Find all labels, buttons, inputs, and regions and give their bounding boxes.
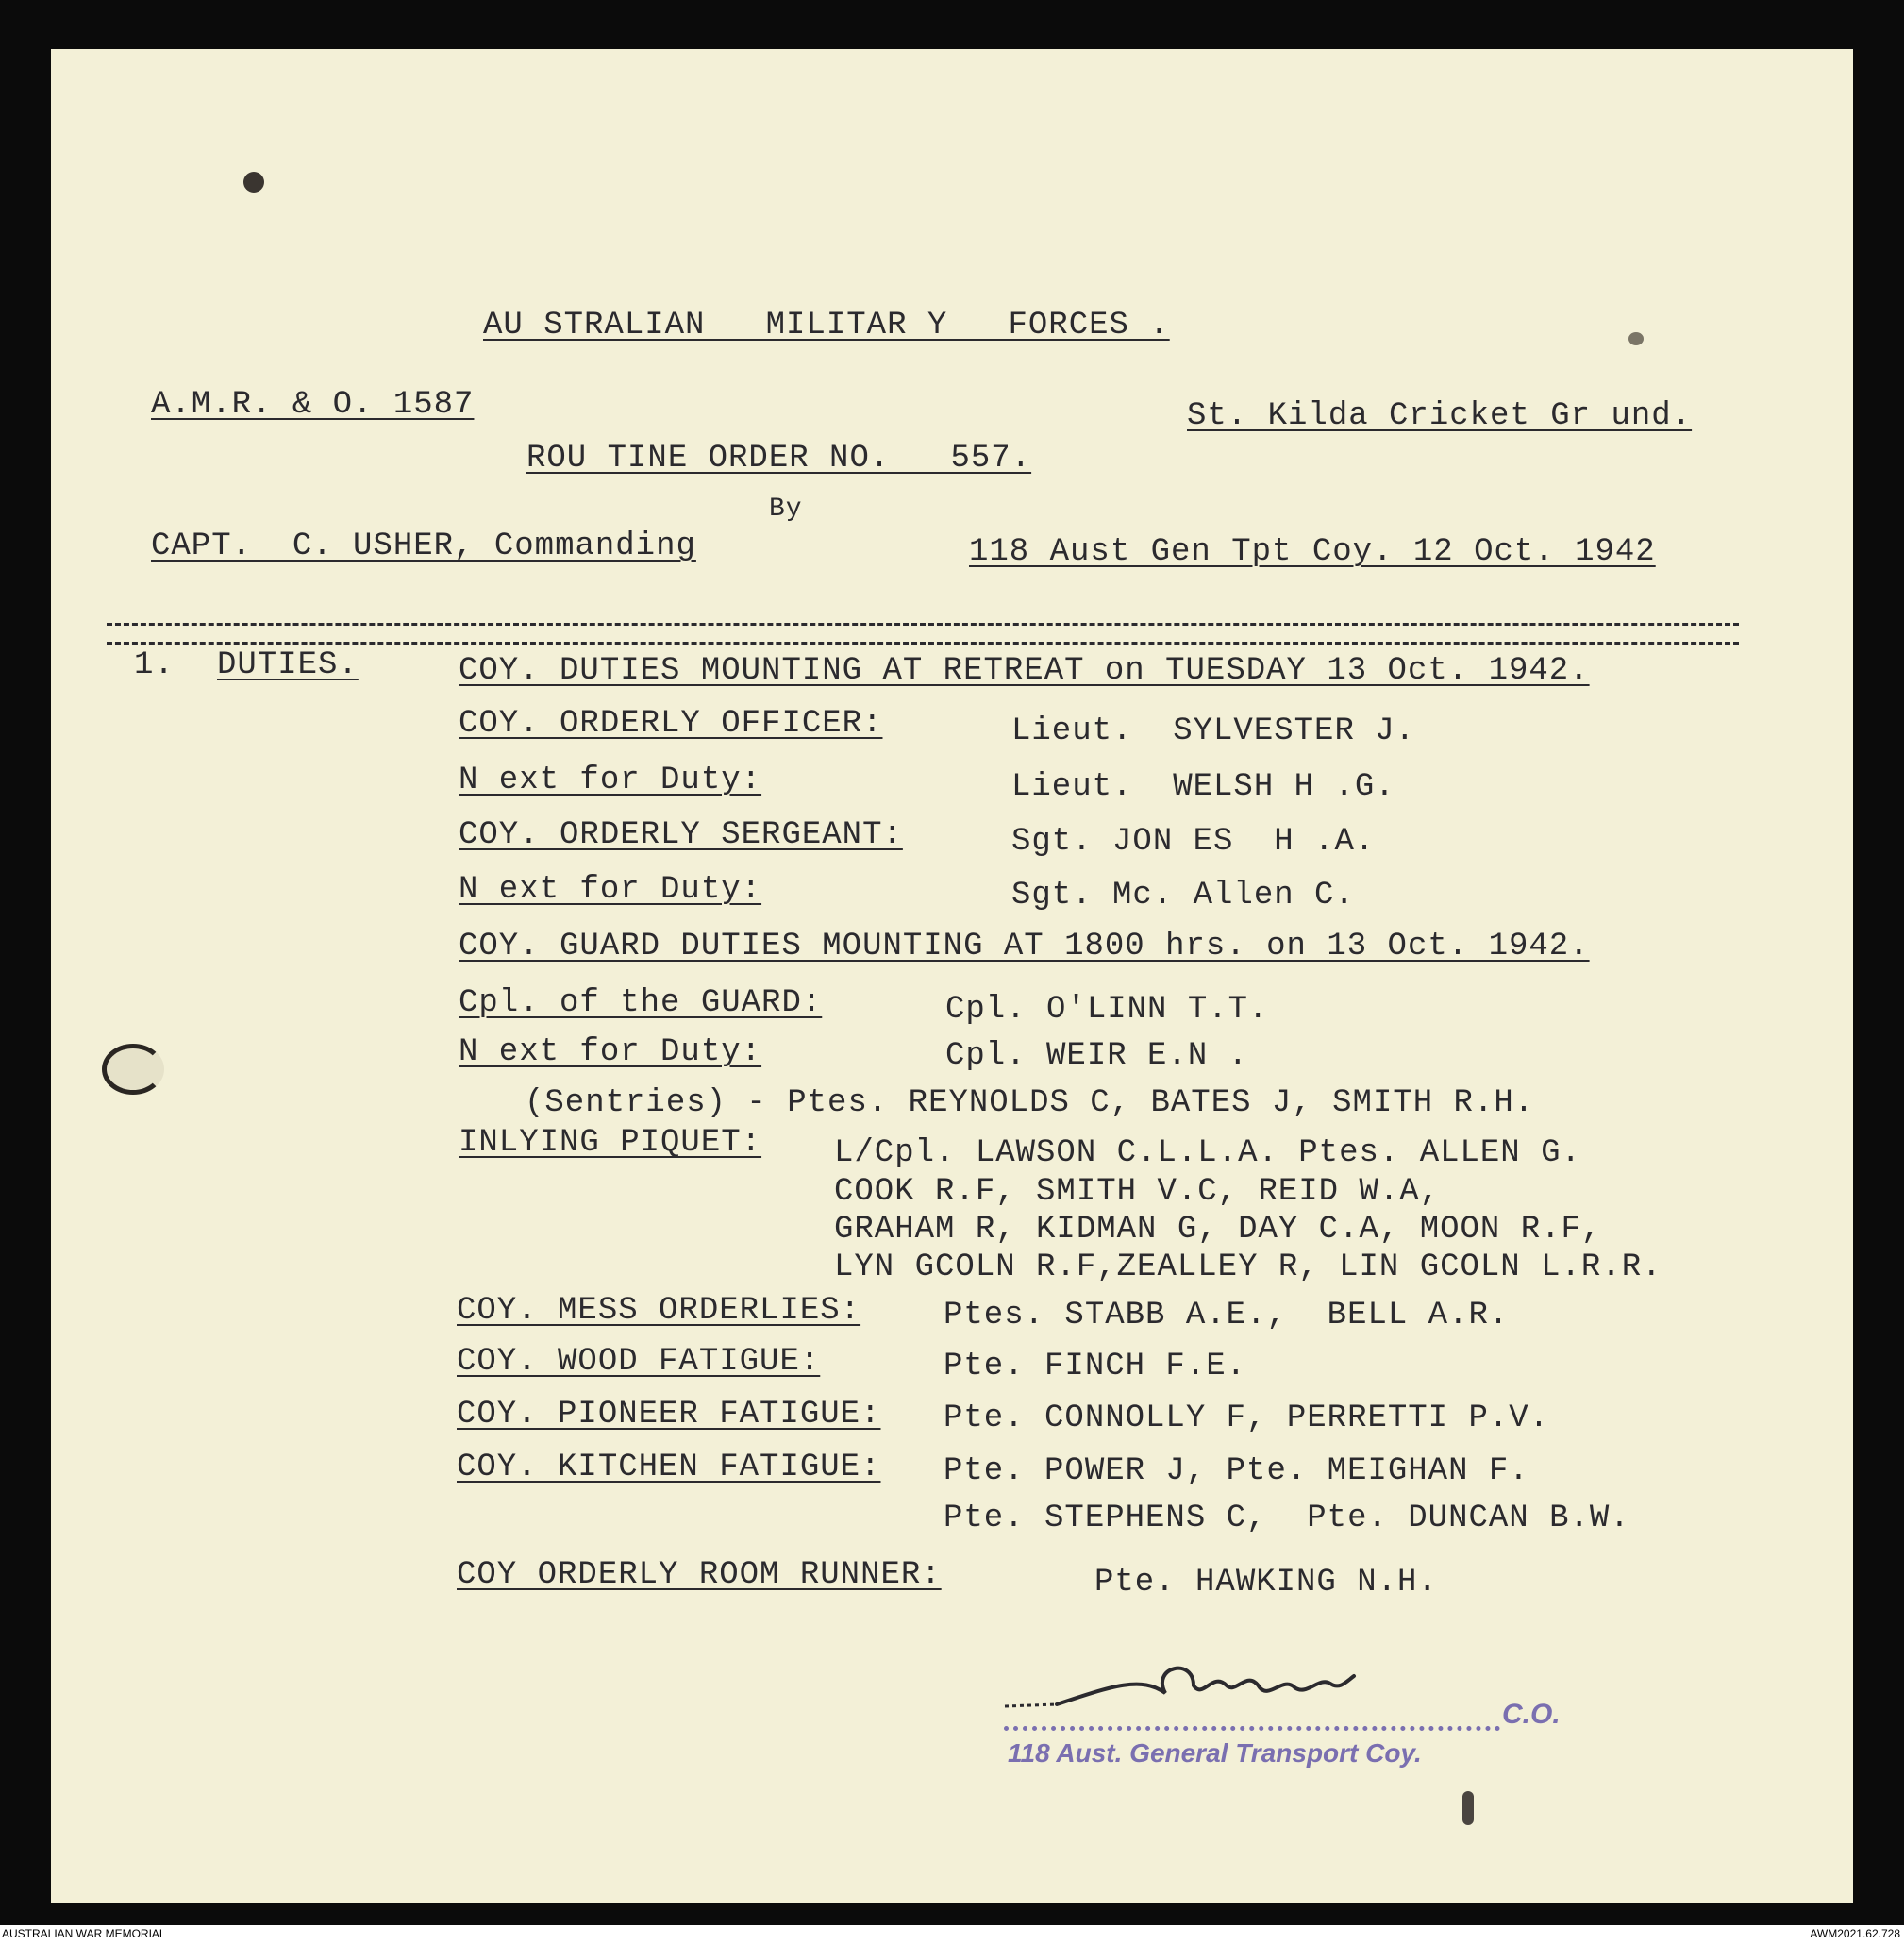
orderly-officer-label: COY. ORDERLY OFFICER:	[459, 706, 883, 742]
commanding-officer: CAPT. C. USHER, Commanding	[151, 528, 696, 564]
page-title: AU STRALIAN MILITAR Y FORCES .	[483, 308, 1170, 344]
inlying-piquet-label: INLYING PIQUET:	[459, 1125, 762, 1161]
footer-source: AUSTRALIAN WAR MEMORIAL	[2, 1927, 166, 1940]
pioneer-fatigue-label: COY. PIONEER FATIGUE:	[457, 1397, 881, 1433]
mess-orderlies-label: COY. MESS ORDERLIES:	[457, 1293, 861, 1329]
cpl-guard-value: Cpl. O'LINN T.T.	[945, 992, 1269, 1028]
punch-mark-right	[1628, 332, 1644, 345]
orderly-sergeant-value: Sgt. JON ES H .A.	[1011, 824, 1376, 860]
punch-mark-top-left	[243, 172, 264, 193]
routine-order-number: ROU TINE ORDER NO. 557.	[526, 441, 1032, 477]
orderly-room-runner-value: Pte. HAWKING N.H.	[1094, 1565, 1438, 1601]
next-for-duty-label-1: N ext for Duty:	[459, 763, 762, 798]
piquet-line-1: L/Cpl. LAWSON C.L.L.A. Ptes. ALLEN G.	[834, 1135, 1581, 1171]
mess-orderlies-value: Ptes. STABB A.E., BELL A.R.	[944, 1298, 1510, 1333]
wood-fatigue-value: Pte. FINCH F.E.	[944, 1349, 1247, 1384]
piquet-line-4: LYN GCOLN R.F,ZEALLEY R, LIN GCOLN L.R.R.	[834, 1249, 1662, 1285]
next-for-duty-value-2: Sgt. Mc. Allen C.	[1011, 878, 1355, 914]
section-number: 1.	[134, 647, 175, 683]
divider-upper	[107, 623, 1739, 626]
orderly-sergeant-label: COY. ORDERLY SERGEANT:	[459, 817, 903, 853]
cpl-guard-label: Cpl. of the GUARD:	[459, 985, 823, 1021]
stamp-unit: 118 Aust. General Transport Coy.	[1008, 1738, 1422, 1768]
orderly-officer-value: Lieut. SYLVESTER J.	[1011, 713, 1416, 749]
footer-accession: AWM2021.62.728	[1810, 1927, 1900, 1940]
stamp-dotted-line	[1004, 1726, 1500, 1731]
guard-duties-line: COY. GUARD DUTIES MOUNTING AT 1800 hrs. on 13 Oct. 1942.	[459, 929, 1590, 964]
unit-and-date: 118 Aust Gen Tpt Coy. 12 Oct. 1942	[969, 534, 1656, 570]
piquet-line-3: GRAHAM R, KIDMAN G, DAY C.A, MOON R.F,	[834, 1212, 1602, 1248]
kitchen-fatigue-label: COY. KITCHEN FATIGUE:	[457, 1450, 881, 1485]
by-label: By	[769, 495, 803, 524]
next-for-duty-label-2: N ext for Duty:	[459, 872, 762, 908]
punch-hole-left	[102, 1044, 164, 1095]
handwritten-signature	[1000, 1648, 1396, 1723]
divider-lower	[107, 642, 1739, 645]
stamp-co: C.O.	[1502, 1699, 1561, 1730]
kitchen-fatigue-value-2: Pte. STEPHENS C, Pte. DUNCAN B.W.	[944, 1501, 1630, 1536]
punch-mark-bottom	[1462, 1791, 1474, 1825]
next-for-duty-value-1: Lieut. WELSH H .G.	[1011, 769, 1395, 805]
location: St. Kilda Cricket Gr und.	[1187, 398, 1693, 434]
next-for-duty-label-3: N ext for Duty:	[459, 1034, 762, 1070]
kitchen-fatigue-value: Pte. POWER J, Pte. MEIGHAN F.	[944, 1453, 1529, 1489]
sentries-line: (Sentries) - Ptes. REYNOLDS C, BATES J, SMITH R.H.	[525, 1085, 1535, 1121]
amr-reference: A.M.R. & O. 1587	[151, 387, 475, 423]
wood-fatigue-label: COY. WOOD FATIGUE:	[457, 1344, 821, 1380]
orderly-room-runner-label: COY ORDERLY ROOM RUNNER:	[457, 1557, 942, 1593]
next-for-duty-value-3: Cpl. WEIR E.N .	[945, 1038, 1249, 1074]
piquet-line-2: COOK R.F, SMITH V.C, REID W.A,	[834, 1174, 1441, 1210]
section-heading: DUTIES.	[217, 647, 359, 683]
coy-duties-line: COY. DUTIES MOUNTING AT RETREAT on TUESDAY 13 Oct. 1942.	[459, 653, 1590, 689]
pioneer-fatigue-value: Pte. CONNOLLY F, PERRETTI P.V.	[944, 1400, 1550, 1436]
